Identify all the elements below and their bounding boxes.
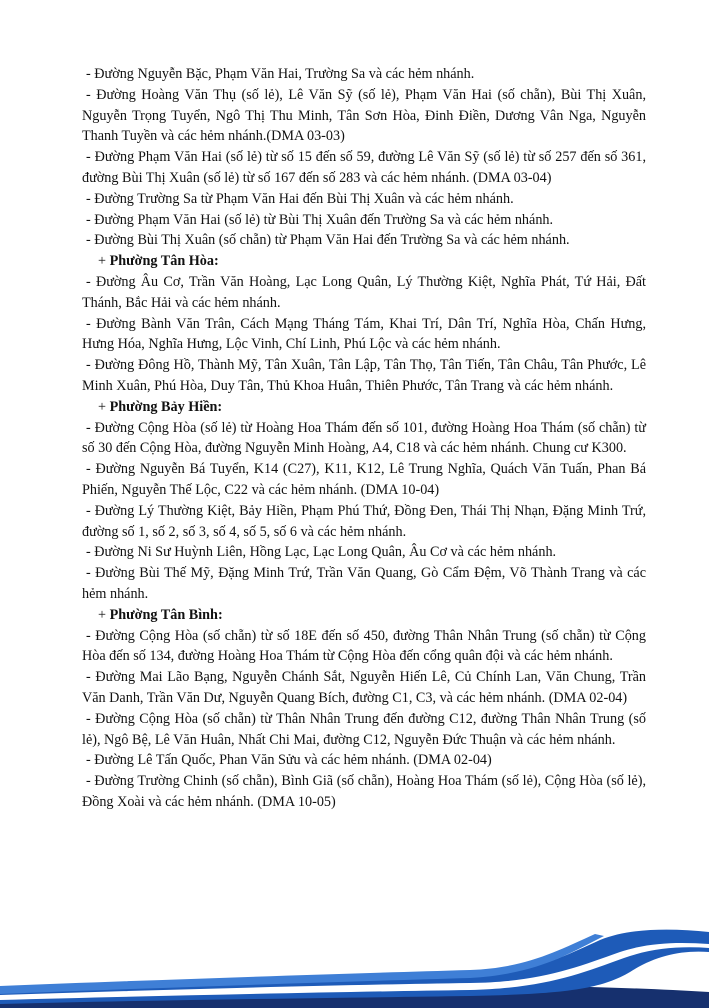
list-item: - Đường Bành Văn Trân, Cách Mạng Tháng Tám, Khai Trí, Dân Trí, Nghĩa Hòa, Chấn Hưng, Hưng Hóa, Nghĩa Hưng, Lộc Vinh, Chí Linh, Phú Lộc và các hẻm nhánh.: [82, 315, 646, 353]
list-item: - Đường Phạm Văn Hai (số lẻ) từ số 15 đến số 59, đường Lê Văn Sỹ (số lẻ) từ số 257 đến số 361, đường Bùi Thị Xuân (số lẻ) từ số 167 đến số 283 và các hẻm nhánh. (DMA 03-04): [82, 149, 646, 186]
heading-bullet: +: [98, 398, 107, 415]
ward-heading-label: Phường Bảy Hiền:: [109, 398, 223, 415]
list-item: - Đường Lý Thường Kiệt, Bảy Hiền, Phạm Phú Thứ, Đồng Đen, Thái Thị Nhạn, Đặng Minh Trứ, đường số 1, số 2, số 3, số 4, số 5, số 6 và các hẻm nhánh.: [82, 502, 646, 540]
list-item: - Đường Bùi Thị Xuân (số chẵn) từ Phạm Văn Hai đến Trường Sa và các hẻm nhánh.: [86, 232, 570, 249]
ward-heading-bay-hien: [82, 397, 646, 418]
ward-heading-tan-hoa: [82, 251, 646, 272]
list-item: - Đường Mai Lão Bạng, Nguyễn Chánh Sắt, Nguyễn Hiến Lê, Củ Chính Lan, Văn Chung, Trần Văn Danh, Trần Văn Dư, Nguyễn Quang Bích, đường C1, C3, và các hẻm nhánh. (DMA 02-04): [82, 669, 646, 706]
list-item: - Đường Trường Sa từ Phạm Văn Hai đến Bùi Thị Xuân và các hẻm nhánh.: [86, 190, 514, 207]
ward-heading-label: Phường Tân Bình:: [109, 606, 223, 623]
heading-bullet: +: [98, 253, 107, 270]
list-item: - Đường Ni Sư Huỳnh Liên, Hồng Lạc, Lạc Long Quân, Âu Cơ và các hẻm nhánh.: [86, 544, 557, 561]
list-item: - Đường Hoàng Văn Thụ (số lẻ), Lê Văn Sỹ (số lẻ), Phạm Văn Hai (số chẵn), Bùi Thị Xuân, Nguyễn Trọng Tuyển, Ngô Thị Thu Minh, Tân Sơn Hòa, Đinh Điền, Dương Vân Nga, Nguyễn Thanh Tuyền và các hẻm nhánh.(DMA 03-03): [82, 86, 646, 145]
list-item: - Đường Cộng Hòa (số lẻ) từ Hoàng Hoa Thám đến số 101, đường Hoàng Hoa Thám (số chẵn) từ số 30 đến Cộng Hòa, đường Nguyễn Minh Hoàng, A4, C18 và các hẻm nhánh. Chung cư K300.: [82, 419, 646, 457]
list-item: - Đường Cộng Hòa (số chẵn) từ số 18E đến số 450, đường Thân Nhân Trung (số chẵn) từ Cộng Hòa đến số 134, đường Hoàng Hoa Thám từ Cộng Hòa đến cổng quân đội và các hẻm nhánh.: [82, 627, 646, 665]
list-item: - Đường Đông Hồ, Thành Mỹ, Tân Xuân, Tân Lập, Tân Thọ, Tân Tiến, Tân Châu, Tân Phước, Lê Minh Xuân, Phú Hòa, Duy Tân, Thủ Khoa Huân, Thiên Phước, Tân Trang và các hẻm nhánh.: [82, 357, 646, 394]
list-item: - Đường Bùi Thế Mỹ, Đặng Minh Trứ, Trần Văn Quang, Gò Cẩm Đệm, Võ Thành Trang và các hẻm nhánh.: [82, 565, 646, 602]
list-item: - Đường Phạm Văn Hai (số lẻ) từ Bùi Thị Xuân đến Trường Sa và các hẻm nhánh.: [86, 211, 554, 228]
ward-heading-tan-binh: [82, 605, 646, 626]
list-item: - Đường Lê Tấn Quốc, Phan Văn Sửu và các hẻm nhánh. (DMA 02-04): [86, 752, 492, 769]
document-body: [82, 64, 646, 813]
heading-bullet: +: [98, 606, 107, 623]
list-item: - Đường Cộng Hòa (số chẵn) từ Thân Nhân Trung đến đường C12, đường Thân Nhân Trung (số lẻ), Ngô Bệ, Lê Văn Huân, Nhất Chi Mai, đường C12, Nguyễn Đức Thuận và các hẻm nhánh.: [82, 710, 646, 748]
list-item: - Đường Trường Chinh (số chẵn), Bình Giã (số chẵn), Hoàng Hoa Thám (số lẻ), Cộng Hòa (số lẻ), Đồng Xoài và các hẻm nhánh. (DMA 10-05): [82, 773, 646, 810]
footer-wave-decoration: [0, 928, 709, 1008]
list-item: - Đường Âu Cơ, Trần Văn Hoàng, Lạc Long Quân, Lý Thường Kiệt, Nghĩa Phát, Tứ Hải, Đất Thánh, Bắc Hải và các hẻm nhánh.: [82, 273, 646, 311]
ward-heading-label: Phường Tân Hòa:: [109, 253, 219, 270]
list-item: - Đường Nguyễn Bặc, Phạm Văn Hai, Trường Sa và các hẻm nhánh.: [86, 66, 475, 82]
list-item: - Đường Nguyễn Bá Tuyển, K14 (C27), K11, K12, Lê Trung Nghĩa, Quách Văn Tuấn, Phan Bá Phiến, Nguyễn Thế Lộc, C22 và các hẻm nhánh. (DMA 10-04): [82, 461, 646, 498]
